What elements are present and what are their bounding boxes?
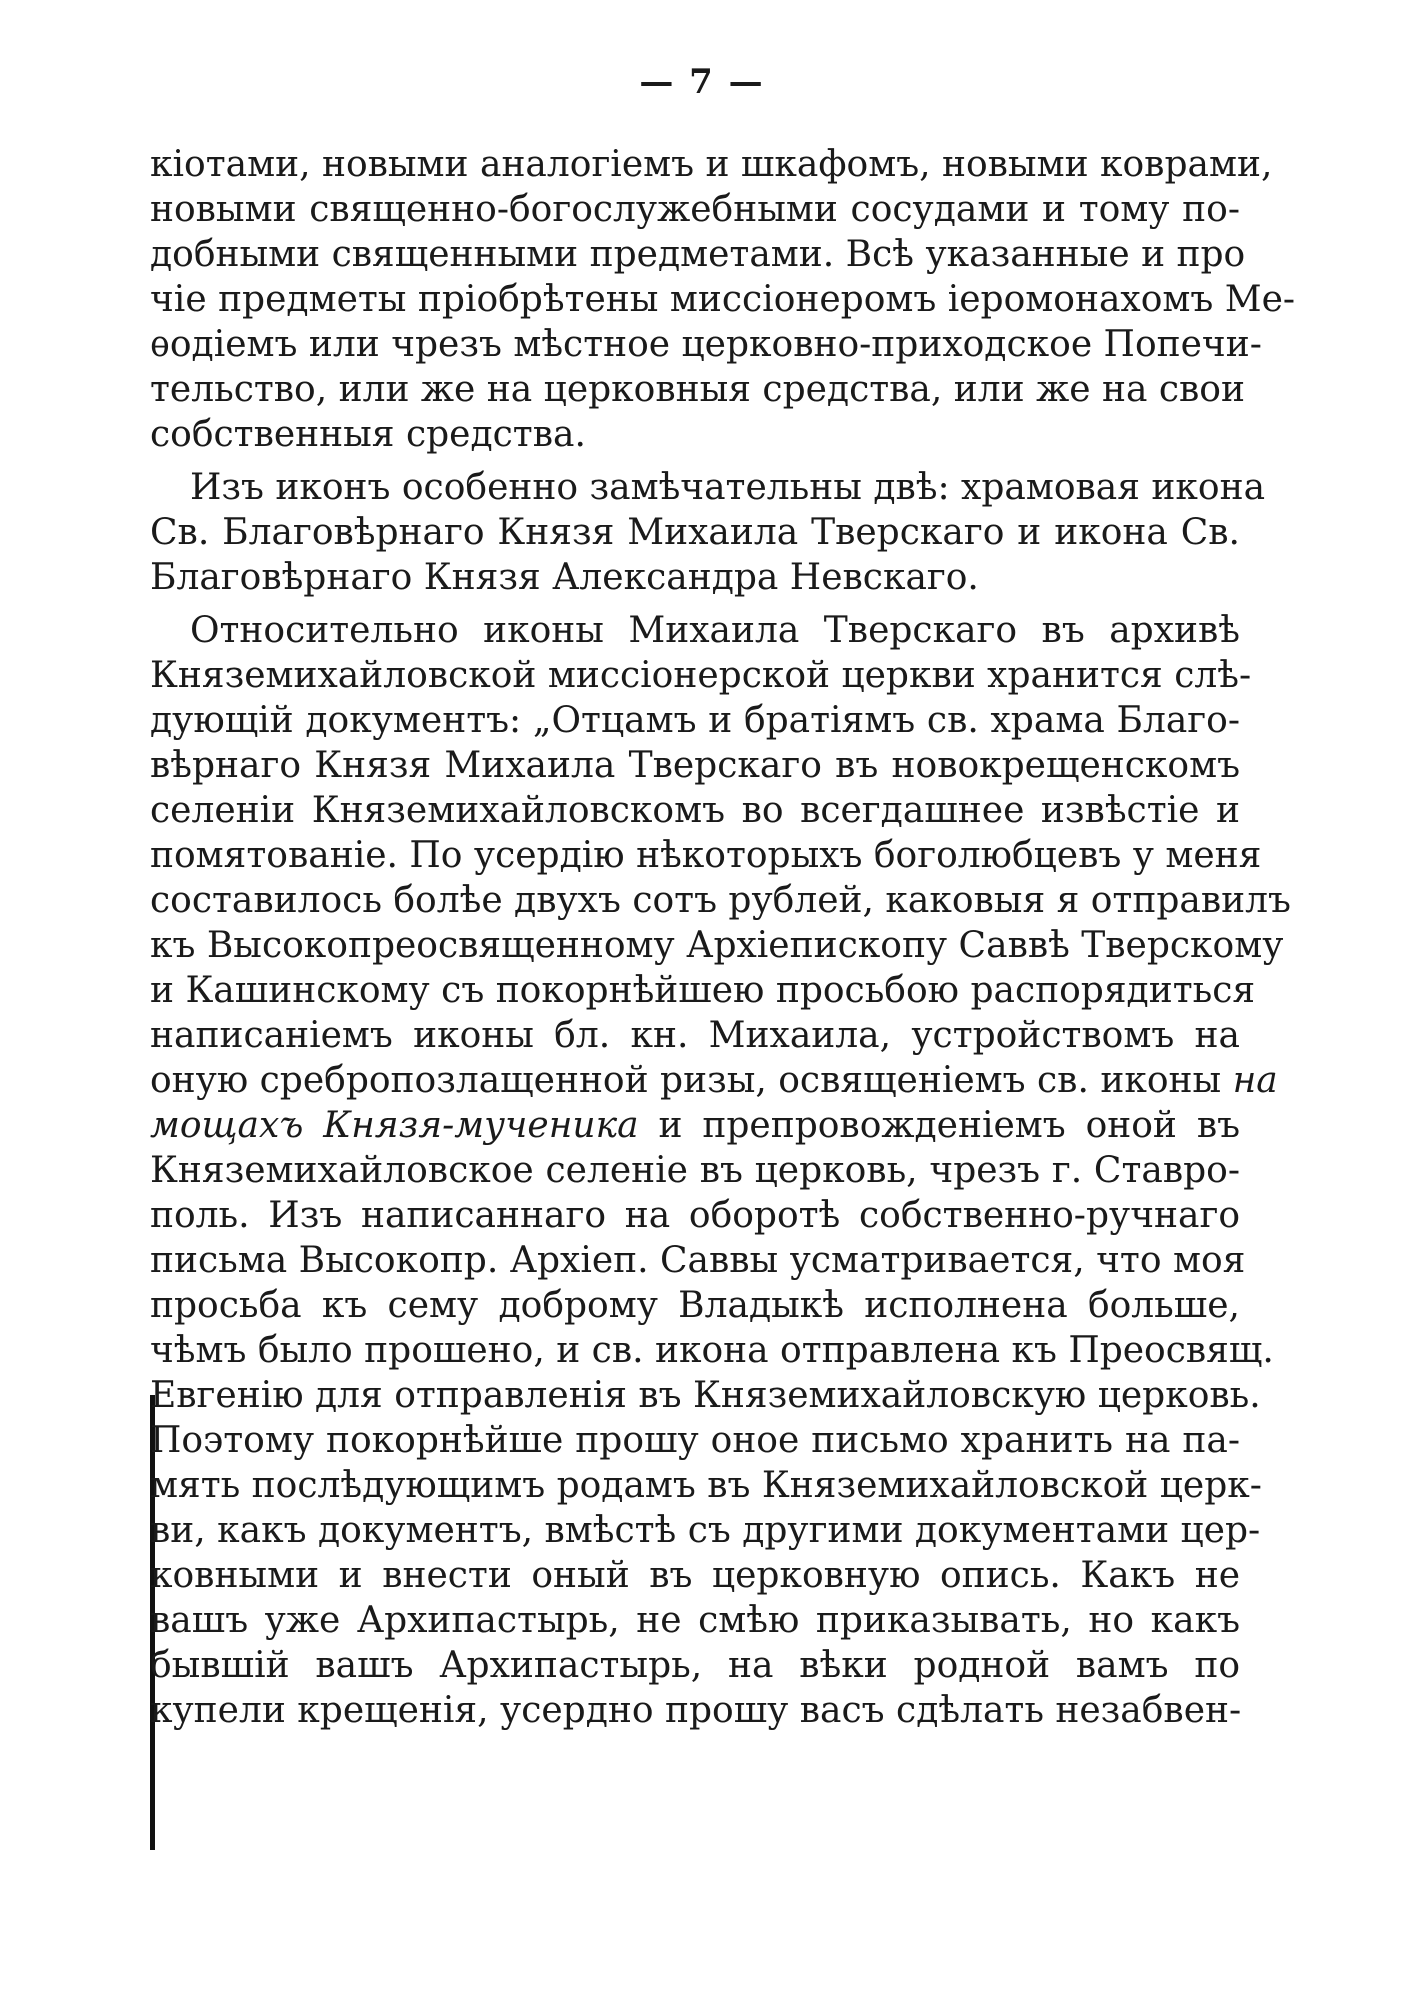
text-line: вашъ уже Архипастырь, не смѣю приказывать, но какъ (150, 1600, 1240, 1641)
text-line: къ Высокопреосвященному Архіепископу Саввѣ Тверскому (150, 925, 1284, 966)
text-line: селеніи Княземихайловскомъ во всегдашнее извѣстіе и (150, 790, 1240, 831)
page-number: — 7 — (639, 62, 765, 102)
text-line: и Кашинскому съ покорнѣйшею просьбою распорядиться (150, 970, 1256, 1011)
text-line: Княземихайловской миссіонерской церкви хранится слѣ- (150, 655, 1252, 696)
italic-phrase: на (1232, 1060, 1278, 1101)
text-line: чіе предметы пріобрѣтены миссіонеромъ іеромонахомъ Ме- (150, 279, 1296, 320)
text-line: составилось болѣе двухъ сотъ рублей, каковыя я отправилъ (150, 880, 1291, 921)
text-line: тельство, или же на церковныя средства, или же на свои (150, 369, 1245, 410)
text-line: Евгенію для отправленія въ Княземихайловскую церковь. (150, 1375, 1261, 1416)
text-line: поль. Изъ написаннаго на оборотѣ собственно-ручнаго (150, 1195, 1240, 1236)
text-line: Благовѣрнаго Князя Александра Невскаго. (150, 557, 979, 598)
text-line: ѳодіемъ или чрезъ мѣстное церковно-приходское Попечи- (150, 324, 1262, 365)
text-line: просьба къ сему доброму Владыкѣ исполнена больше, (150, 1285, 1240, 1326)
text-line: письма Высокопр. Архіеп. Саввы усматривается, что моя (150, 1240, 1246, 1281)
text-line-with-italic (150, 1058, 1278, 1103)
text-line: добными священными предметами. Всѣ указанные и про (150, 234, 1246, 275)
text-line: ви, какъ документъ, вмѣстѣ съ другими документами цер- (150, 1510, 1261, 1551)
text-line: собственныя средства. (150, 414, 586, 455)
text-line: Св. Благовѣрнаго Князя Михаила Тверскаго и икона Св. (150, 512, 1240, 553)
text-line: помятованіе. По усердію нѣкоторыхъ боголюбцевъ у меня (150, 835, 1262, 876)
text-segment: оную сребропозлащенной ризы, освященіемъ св. иконы (150, 1060, 1222, 1101)
text-line: дующій документъ: „Отцамъ и братіямъ св. храма Благо- (150, 700, 1240, 741)
text-line: написаніемъ иконы бл. кн. Михаила, устройствомъ на (150, 1015, 1240, 1056)
text-line: Княземихайловское селеніе въ церковь, чрезъ г. Ставро- (150, 1150, 1240, 1191)
italic-phrase: мощахъ Князя-мученика (150, 1105, 639, 1146)
text-line: купели крещенія, усердно прошу васъ сдѣлать незабвен- (150, 1690, 1242, 1731)
text-segment: и препровожденіемъ оной въ (658, 1105, 1240, 1146)
document-body (150, 142, 1296, 1733)
text-line: Относительно иконы Михаила Тверскаго въ архивѣ (190, 610, 1240, 651)
text-line: кіотами, новыми аналогіемъ и шкафомъ, новыми коврами, (150, 144, 1273, 185)
text-line: Изъ иконъ особенно замѣчательны двѣ: храмовая икона (190, 467, 1266, 508)
text-line: новыми священно-богослужебными сосудами и тому по- (150, 189, 1240, 230)
text-line: чѣмъ было прошено, и св. икона отправлена къ Преосвящ. (150, 1330, 1274, 1371)
text-line: мять послѣдующимъ родамъ въ Княземихайловской церк- (150, 1465, 1262, 1506)
text-line: ковными и внести оный въ церковную опись. Какъ не (150, 1555, 1240, 1596)
text-line-with-italic (150, 1103, 1240, 1148)
text-line: бывшій вашъ Архипастырь, на вѣки родной вамъ по (150, 1645, 1240, 1686)
text-line: вѣрнаго Князя Михаила Тверскаго въ новокрещенскомъ (150, 745, 1240, 786)
text-line: Поэтому покорнѣйше прошу оное письмо хранить на па- (150, 1420, 1240, 1461)
